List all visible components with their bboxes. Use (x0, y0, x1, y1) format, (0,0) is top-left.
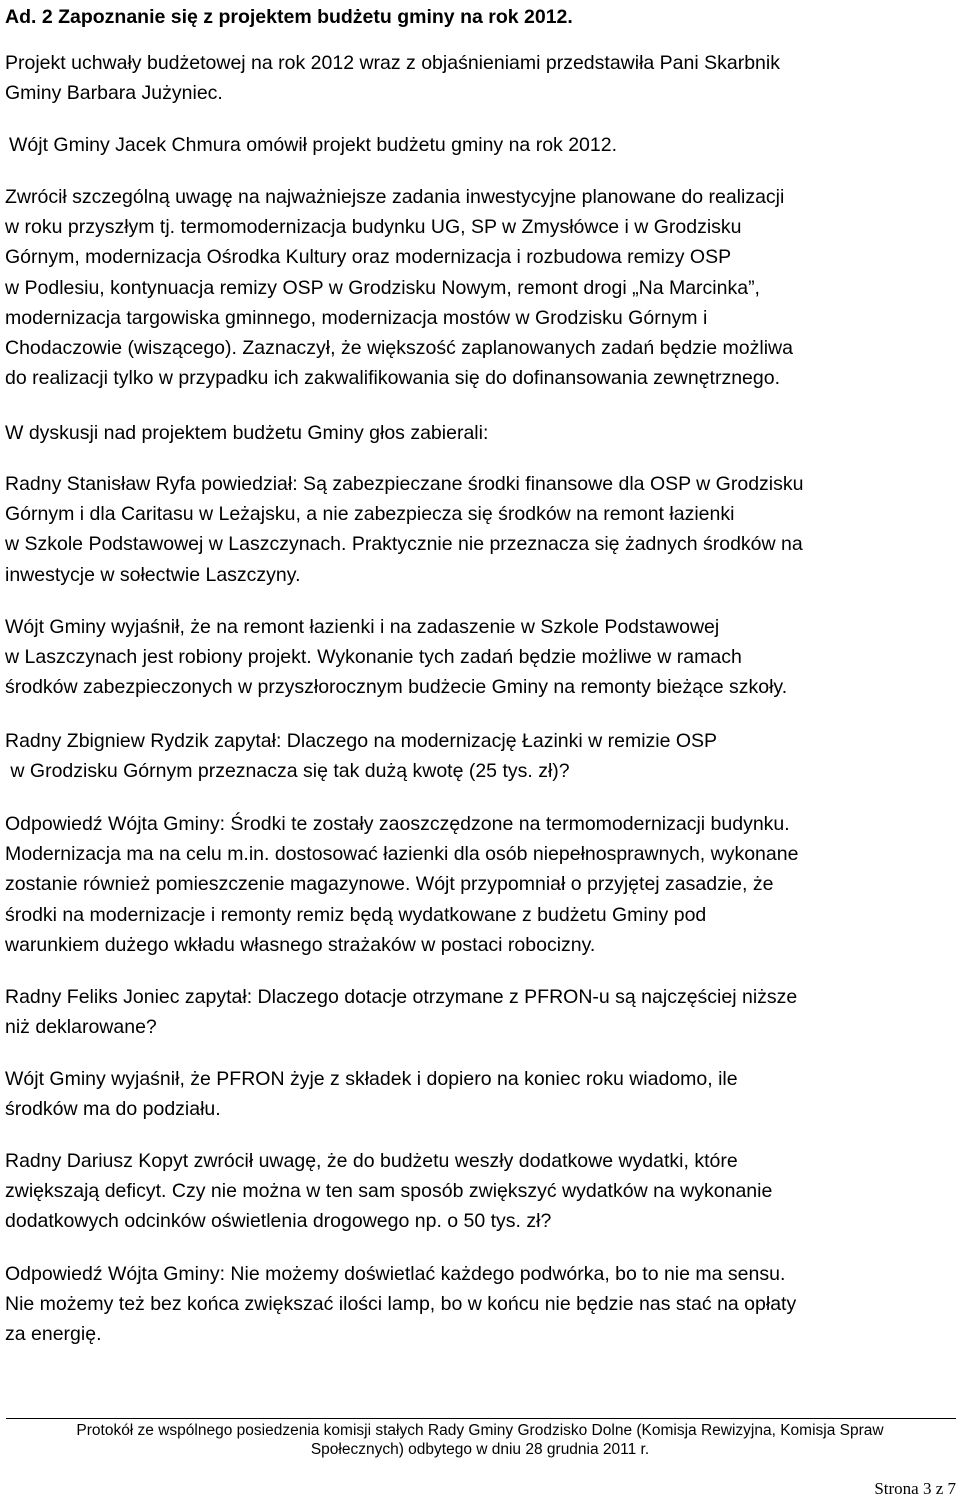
paragraph-line: Zwrócił szczególną uwagę na najważniejsze zadania inwestycyjne planowane do realizacji (5, 186, 785, 208)
paragraph-mayor-reply-1 (5, 612, 787, 703)
footer-divider (6, 1418, 956, 1419)
paragraph-line: Radny Zbigniew Rydzik zapytał: Dlaczego na modernizację Łazinki w remizie OSP (5, 730, 718, 752)
paragraph-line: Radny Stanisław Ryfa powiedział: Są zabezpieczane środki finansowe dla OSP w Grodzisku (5, 473, 804, 495)
paragraph-mayor-reply-3 (5, 1064, 738, 1124)
paragraph-line: W dyskusji nad projektem budżetu Gminy głos zabierali: (5, 422, 489, 444)
paragraph-line: za energię. (5, 1323, 102, 1346)
paragraph-line: Projekt uchwały budżetowej na rok 2012 wraz z objaśnieniami przedstawiła Pani Skarbnik (5, 52, 780, 74)
paragraph-mayor-reply-4 (5, 1259, 796, 1350)
paragraph-line: Radny Feliks Joniec zapytał: Dlaczego dotacje otrzymane z PFRON-u są najczęściej niższe (5, 986, 798, 1008)
paragraph-line: dodatkowych odcinków oświetlenia drogowego np. o 50 tys. zł? (5, 1210, 552, 1233)
paragraph-line: w Podlesiu, kontynuacja remizy OSP w Grodzisku Nowym, remont drogi „Na Marcinka”, (5, 276, 760, 299)
paragraph-line: Górnym i dla Caritasu w Leżajsku, a nie zabezpiecza się środków na remont łazienki (5, 503, 735, 526)
paragraph-line: Odpowiedź Wójta Gminy: Nie możemy doświetlać każdego podwórka, bo to nie ma sensu. (5, 1263, 786, 1285)
paragraph-line: środki na modernizacje i remonty remiz będą wydatkowane z budżetu Gminy pod (5, 903, 707, 926)
paragraph-line: Radny Dariusz Kopyt zwrócił uwagę, że do budżetu weszły dodatkowe wydatki, które (5, 1150, 738, 1172)
paragraph-line: do realizacji tylko w przypadku ich zakwalifikowania się do dofinansowania zewnętrznego. (5, 367, 780, 390)
paragraph-kopyt-question (5, 1146, 772, 1237)
paragraph-line: Górnym, modernizacja Ośrodka Kultury oraz modernizacja i rozbudowa remizy OSP (5, 246, 732, 269)
paragraph-line: zwiększają deficyt. Czy nie można w ten sam sposób zwiększyć wydatków na wykonanie (5, 1180, 773, 1203)
paragraph-line: Wójt Gminy wyjaśnił, że PFRON żyje z składek i dopiero na koniec roku wiadomo, ile (5, 1068, 738, 1090)
paragraph-line: środków zabezpieczonych w przyszłorocznym budżecie Gminy na remonty bieżące szkoły. (5, 676, 788, 699)
paragraph-discussion-intro (5, 418, 488, 448)
paragraph-line: Modernizacja ma na celu m.in. dostosować łazienki dla osób niepełnosprawnych, wykonane (5, 843, 799, 866)
paragraph-line: w Grodzisku Górnym przeznacza się tak dużą kwotę (25 tys. zł)? (5, 760, 570, 783)
paragraph-line: środków ma do podziału. (5, 1098, 221, 1121)
paragraph-line: inwestycje w sołectwie Laszczyny. (5, 563, 301, 586)
paragraph-line: Wójt Gminy wyjaśnił, że na remont łazienki i na zadaszenie w Szkole Podstawowej (5, 616, 720, 638)
paragraph-line: Wójt Gminy Jacek Chmura omówił projekt budżetu gminy na rok 2012. (9, 134, 618, 156)
paragraph-line: niż deklarowane? (5, 1016, 157, 1039)
footer-caption (0, 1421, 960, 1459)
paragraph-line: w roku przyszłym tj. termomodernizacja budynku UG, SP w Zmysłówce i w Grodzisku (5, 216, 742, 239)
paragraph-line: w Szkole Podstawowej w Laszczynach. Praktycznie nie przeznacza się żadnych środków na (5, 533, 803, 556)
paragraph-ryfa-statement (5, 469, 803, 590)
footer-line: Protokół ze wspólnego posiedzenia komisji stałych Rady Gminy Grodzisko Dolne (Komisja Rewizyjna, Komisja Spraw (76, 1422, 884, 1439)
paragraph-line: warunkiem dużego wkładu własnego strażaków w postaci robocizny. (5, 933, 596, 956)
paragraph-rydzik-question (5, 726, 717, 786)
paragraph-line: zostanie również pomieszczenie magazynowe. Wójt przypomniał o przyjętej zasadzie, że (5, 873, 774, 896)
paragraph-budget-presentation (5, 48, 780, 108)
paragraph-line: Odpowiedź Wójta Gminy: Środki te zostały zaoszczędzone na termomodernizacji budynku. (5, 813, 790, 835)
paragraph-line: Chodaczowie (wiszącego). Zaznaczył, że większość zaplanowanych zadań będzie możliwa (5, 337, 793, 360)
paragraph-mayor-overview (5, 130, 617, 160)
page-number: Strona 3 z 7 (874, 1479, 956, 1498)
paragraph-line: modernizacja targowiska gminnego, modernizacja mostów w Grodzisku Górnym i (5, 306, 708, 329)
paragraph-joniec-question (5, 982, 797, 1042)
paragraph-mayor-reply-2 (5, 809, 798, 960)
paragraph-investments (5, 182, 793, 393)
section-heading: Ad. 2 Zapoznanie się z projektem budżetu gminy na rok 2012. (5, 6, 573, 28)
footer-line: Społecznych) odbytego w dniu 28 grudnia 2011 r. (310, 1441, 650, 1458)
paragraph-line: w Laszczynach jest robiony projekt. Wykonanie tych zadań będzie możliwe w ramach (5, 646, 742, 669)
paragraph-line: Nie możemy też bez końca zwiększać ilości lamp, bo w końcu nie będzie nas stać na opłaty (5, 1293, 797, 1316)
paragraph-line: Gminy Barbara Jużyniec. (5, 82, 223, 105)
